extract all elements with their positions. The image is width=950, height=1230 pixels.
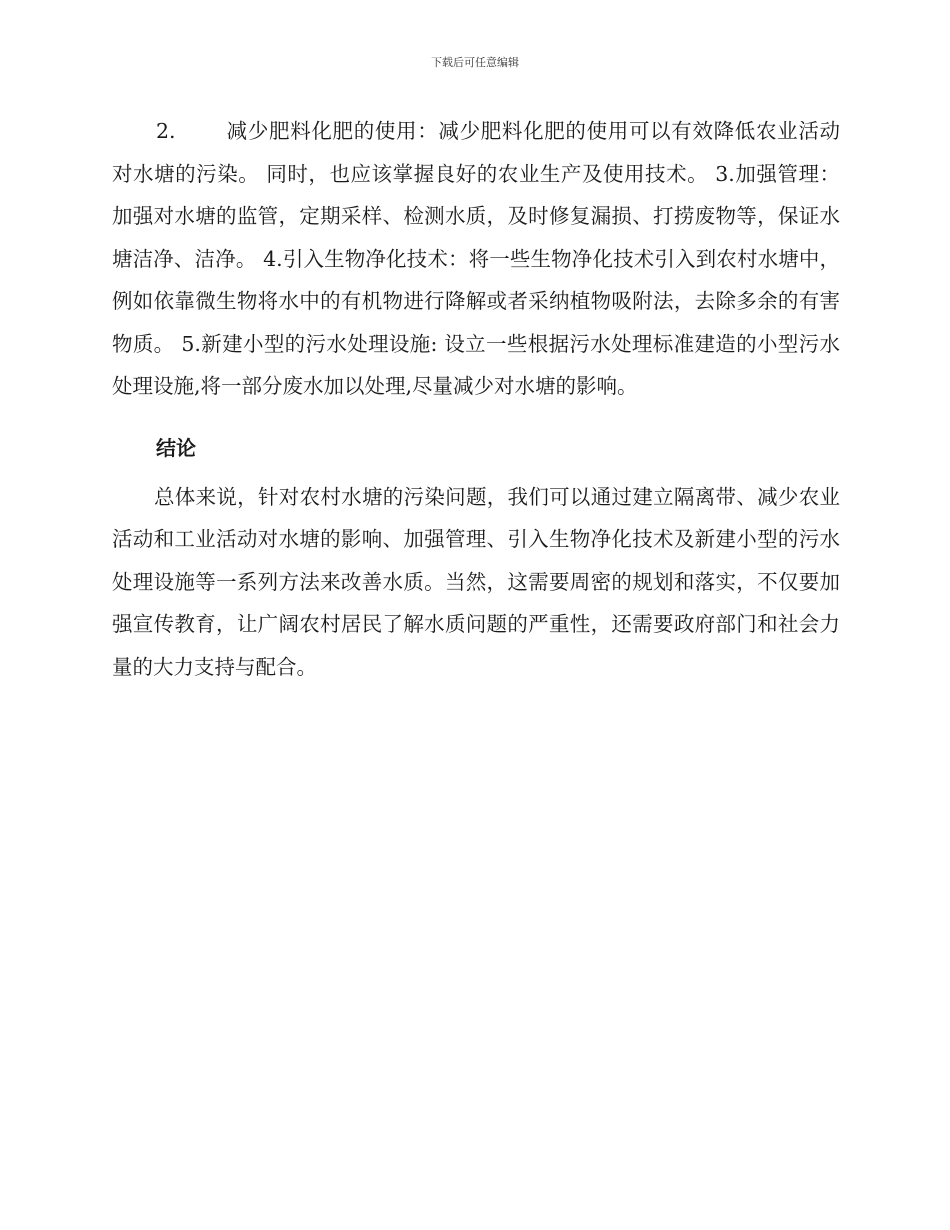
document-body [112, 110, 840, 688]
conclusion-paragraph: 总体来说，针对农村水塘的污染问题，我们可以通过建立隔离带、减少农业活动和工业活动对水塘的影响、加强管理、引入生物净化技术及新建小型的污水处理设施等一系列方法来改善水质。当然，这需要周密的规划和落实，不仅要加强宣传教育，让广阔农村居民了解水质问题的严重性，还需要政府部门和社会力量的大力支持与配合。 [112, 484, 840, 679]
conclusion-heading: 结论 [156, 435, 196, 460]
list-number: 2. [156, 119, 176, 143]
measures-text: 减少肥料化肥的使用：减少肥料化肥的使用可以有效降低农业活动对水塘的污染。 同时，也应该掌握良好的农业生产及使用技术。 3.加强管理：加强对水塘的监管，定期采样、检测水质，及时修复漏损、打捞废物等，保证水塘洁净、洁净。 4.引入生物净化技术：将一些生物净化技术引入到农村水塘中，例如依靠微生物将水中的有机物进行降解或者采纳植物吸附法，去除多余的有害物质。 5.新建小型的污水处理设施: 设立一些根据污水处理标准建造的小型污水处理设施,将一部分废水加以处理,尽量减少对水塘的影响。 [112, 119, 840, 398]
measures-paragraph [112, 110, 840, 408]
page-header: 下载后可任意编辑 [431, 56, 519, 69]
